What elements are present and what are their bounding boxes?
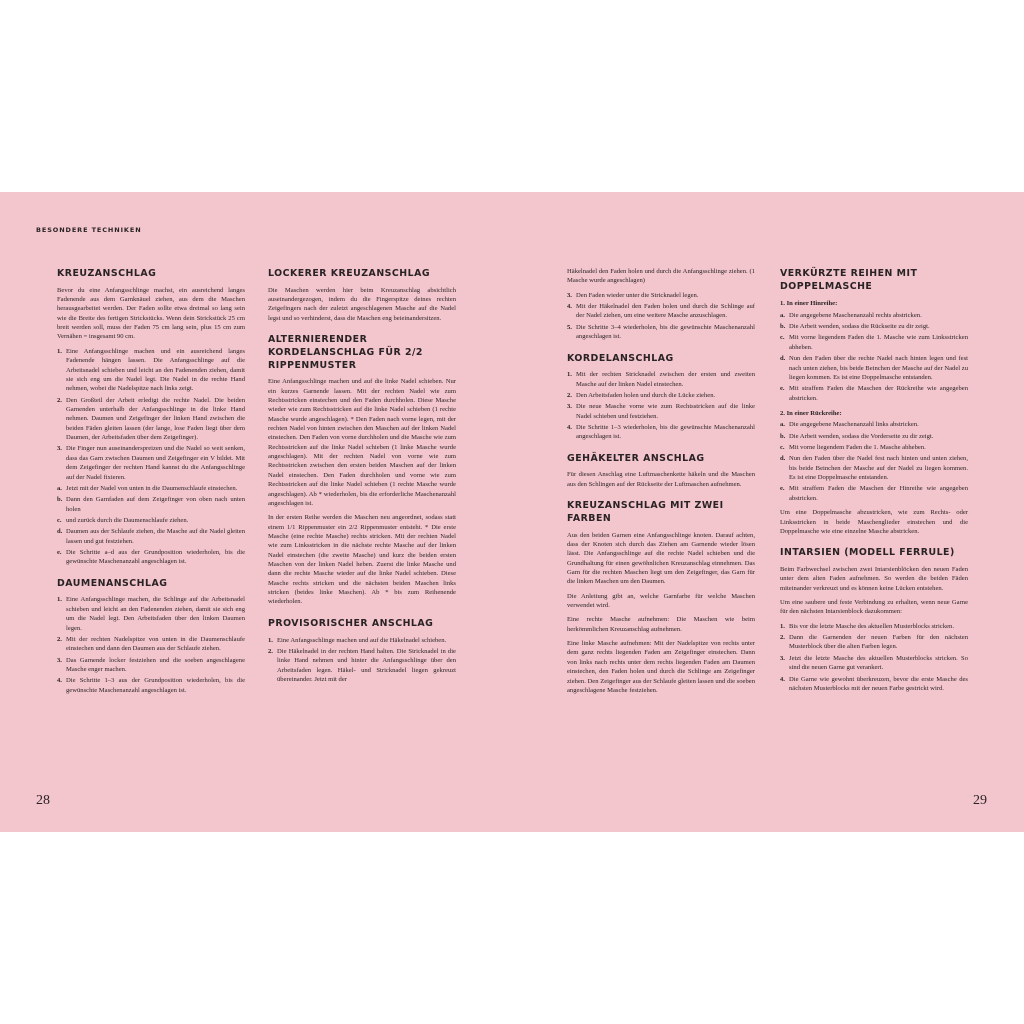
list-marker: c. [780, 444, 785, 452]
body-paragraph: Um eine Doppelmasche abzustricken, wie zum Rechts- oder Linksstricken in beide Maschenglieder einstechen und die Doppelmasche wie eine einzelne Masche abstricken. [780, 509, 968, 535]
list-item [780, 622, 968, 631]
body-paragraph: Aus den beiden Garnen eine Anfangsschlinge knoten. Darauf achten, dass der Knoten sich durch das Ziehen am Garnende wieder lösen lässt. Die Anfangsschlinge auf die rechte Nadel schieben und die Grundhaltung für einen gewöhnlichen Kreuzanschlag einnehmen. Das Garn für die rechten Maschen liegt um den Zeigefinger, das Garn für die linken Maschen um den Daumen. [567, 531, 755, 586]
list-item [57, 516, 245, 525]
list-item [780, 354, 968, 382]
list-item-text: Die Schritte 1–3 aus der Grundposition wiederholen, bis die gewünschte Maschenanzahl angeschlagen ist. [66, 677, 245, 694]
list-item [780, 322, 968, 331]
step-list [567, 291, 755, 342]
body-paragraph: In der ersten Reihe werden die Maschen neu angeordnet, sodass statt einem 1/1 Rippenmuster ein 2/2 Rippenmuster entsteht. * Die erste Masche (eine rechte Masche) rechts stricken. Mit der rechten Nadel wie zum Linksstricken in die nächste rechte Masche auf der linken Nadel einstechen (die zweite Masche) und kurz die beiden ersten Maschen von der linken Nadel heben. Zuerst die linke Masche und dann die rechte Masche wieder auf die linke Nadel schieben. Diese Masche rechts stricken und die nächsten beiden Maschen links stricken (beides linke Maschen). Ab * bis zum Reihenende wiederholen. [268, 514, 456, 606]
list-marker: 1. [57, 347, 62, 355]
list-item-text: und zurück durch die Daumenschlaufe ziehen. [66, 516, 189, 524]
list-item-text: Die Finger nun auseinanderspreizen und die Nadel so weit senken, dass das Garn zwischen Daumen und Zeigefinger ein V bildet. Mit dem Zeigefinger der rechten Hand kannst du die Anfangsschlinge auf der Nadel fixieren. [66, 445, 245, 481]
step-list [567, 370, 755, 442]
body-paragraph: Eine linke Masche aufnehmen: Mit der Nadelspitze von rechts unter dem ganz rechts liegenden Faden am Zeigefinger einstechen. Dann von links nach rechts unter dem rechts liegenden Faden am Daumen einstechen, den Faden holen und durch die Schlinge am Zeigefinger ziehen. Den Zeigefinger aus der Schlaufe gleiten lassen und die soeben angeschlagene Masche festziehen. [567, 640, 755, 694]
list-item [780, 484, 968, 503]
list-item-text: Die angegebene Maschenanzahl rechts abstricken. [789, 311, 922, 319]
list-item-text: Jetzt mit der Nadel von unten in die Daumenschlaufe einstechen. [66, 484, 238, 492]
list-marker: 2. [567, 391, 572, 399]
section-heading: KREUZANSCHLAG MIT ZWEI FARBEN [567, 500, 724, 524]
list-item [780, 311, 968, 320]
list-item [567, 302, 755, 321]
step-list [780, 622, 968, 694]
list-item-text: Den Arbeitsfaden holen und durch die Lücke ziehen. [576, 391, 716, 399]
step-list [780, 420, 968, 503]
body-paragraph: Beim Farbwechsel zwischen zwei Intarsienblöcken den neuen Faden unter dem alten Faden aufnehmen. So werden die beiden Fäden miteinander verkreuzt und es können keine Lücken entstehen. [780, 565, 968, 592]
list-marker: b. [780, 323, 786, 331]
list-marker: 5. [567, 323, 572, 331]
list-marker: b. [780, 432, 786, 440]
list-item [57, 656, 245, 675]
list-marker: e. [780, 485, 785, 493]
list-marker: d. [780, 355, 786, 363]
body-paragraph: Bevor du eine Anfangsschlinge machst, ein ausreichend langes Fadenende aus dem Garnknäuel ziehen, aus dem die Maschen herausgearbeitet werden. Der Faden sollte etwa dreimal so lang sein wie die Breite des fertigen Strickstücks. Wenn dein Strickstück 25 cm breit werden soll, muss der Faden 75 cm lang sein, plus 15 cm zum Vernähen = insgesamt 90 cm. [57, 286, 245, 341]
list-marker: 3. [567, 291, 572, 299]
left-page-column-2 [268, 268, 456, 689]
step-list [268, 636, 456, 685]
list-item-text: Die Arbeit wenden, sodass die Vorderseite zu dir zeigt. [789, 432, 934, 440]
body-paragraph: Eine Anfangsschlinge machen und auf die linke Nadel schieben. Nur ein kurzes Garnende lassen. Mit der rechten Nadel wie zum Rechtsstricken einstechen und den Faden durchholen. Diese Masche wieder wie zum Rechtsstricken auf die linke Nadel schieben (1 rechte Masche wurde angeschlagen). * Den Faden nach vorne legen, mit der rechten Nadel von hinten zwischen den Maschen auf der linken Nadel einstechen. Den Faden von vorne durchholen und die Masche wie zum Rechtsstricken auf die linke Nadel schieben (1 linke Masche wurde angeschlagen). Mit der rechten Nadel von vorne wie zum Rechtsstricken zwischen den ersten beiden Maschen auf der linken Nadel einstechen. Den Faden durchholen und vorne wie zum Rechtsstricken auf die linke Nadel schieben (1 rechte Masche wurde angeschlagen). Ab * wiederholen, bis die erforderliche Maschenanzahl angeschlagen ist. [268, 378, 456, 507]
list-item-text: Die Arbeit wenden, sodass die Rückseite zu dir zeigt. [789, 323, 930, 331]
list-item [780, 675, 968, 694]
section-label: BESONDERE TECHNIKEN [36, 226, 142, 234]
right-page-column-1 [567, 267, 755, 700]
list-item [780, 420, 968, 429]
list-item [57, 635, 245, 654]
list-item-text: Mit vorne liegendem Faden die 1. Masche wie zum Linksstricken abheben. [789, 334, 968, 351]
list-item [567, 402, 755, 421]
list-item-text: Mit straffem Faden die Maschen der Rückreihe wie angegeben abstricken. [789, 385, 968, 402]
list-item-text: Dann die Garnenden der neuen Farben für den nächsten Musterblock über die alten Farben legen. [789, 634, 968, 651]
list-item [780, 633, 968, 652]
list-item [567, 291, 755, 300]
list-marker: a. [57, 484, 62, 492]
right-page-column-2 [780, 268, 968, 698]
list-marker: 4. [567, 303, 572, 311]
list-item [268, 636, 456, 645]
list-marker: 2. [57, 635, 62, 643]
list-marker: a. [780, 421, 785, 429]
list-marker: c. [780, 334, 785, 342]
list-item-text: Die neue Masche vorne wie zum Rechtsstricken auf die linke Nadel schieben und festziehen. [576, 403, 755, 420]
section-heading: DAUMENANSCHLAG [57, 577, 168, 589]
list-marker: 2. [780, 634, 785, 642]
body-paragraph: Die Anleitung gibt an, welche Garnfarbe für welche Maschen verwendet wird. [567, 592, 755, 610]
list-item [780, 454, 968, 482]
list-marker: a. [780, 311, 785, 319]
section-heading: ALTERNIERENDER KORDELANSCHLAG FÜR 2/2 RIPPENMUSTER [268, 334, 423, 371]
list-item [567, 391, 755, 400]
subheading: 1. In einer Hinreihe: [780, 300, 838, 308]
step-list [57, 347, 245, 567]
list-marker: e. [780, 385, 785, 393]
list-marker: 4. [780, 675, 785, 683]
list-marker: 2. [57, 396, 62, 404]
section-heading: KORDELANSCHLAG [567, 352, 674, 364]
list-item-text: Dann den Garnfaden auf dem Zeigefinger von oben nach unten holen [66, 496, 245, 513]
list-item-text: Mit der Häkelnadel den Faden holen und durch die Schlinge auf der Nadel ziehen, um eine weitere Masche anzuschlagen. [576, 303, 755, 320]
page-number-left: 28 [36, 793, 50, 808]
list-item-text: Die Häkelnadel in der rechten Hand halten. Die Stricknadel in die linke Hand nehmen und hinter die Anfangsschlinge über den Arbeitsfaden legen. Häkel- und Stricknadel liegen gekreuzt übereinander. Jetzt mit der [277, 647, 456, 683]
list-item-text: Jetzt die letzte Masche des aktuellen Musterblocks stricken. So sind die neuen Garne gut verankert. [789, 654, 968, 672]
list-marker: 1. [780, 622, 785, 630]
section-heading: GEHÄKELTER ANSCHLAG [567, 452, 705, 464]
list-marker: 3. [57, 656, 62, 664]
section-heading: LOCKERER KREUZANSCHLAG [268, 268, 431, 279]
list-item [57, 527, 245, 546]
step-list [57, 595, 245, 695]
list-marker: 3. [57, 445, 62, 453]
list-item [57, 444, 245, 481]
list-marker: e. [57, 549, 62, 557]
list-marker: d. [57, 528, 63, 536]
list-item [57, 347, 245, 394]
list-item-text: Eine Anfangsschlinge machen und auf die Häkelnadel schieben. [277, 636, 447, 644]
list-item [780, 654, 968, 673]
list-item-text: Eine Anfangsschlinge machen, die Schlinge auf die Arbeitsnadel schieben und leicht an den Fadenenden ziehen, damit sie sich eng um die Nadel legt. Den Arbeitsfaden über den linken Daumen legen. [66, 596, 245, 632]
list-item [567, 370, 755, 389]
step-list [780, 311, 968, 403]
list-item [57, 548, 245, 567]
left-page-column-1 [57, 268, 245, 700]
list-item-text: Mit der rechten Nadelspitze von unten in die Daumenschlaufe einstechen und dann den Daumen aus der Schlaufe ziehen. [66, 635, 245, 653]
list-item [780, 432, 968, 441]
list-item [780, 333, 968, 352]
list-item [57, 396, 245, 443]
section-heading: INTARSIEN (MODELL FERRULE) [780, 547, 955, 559]
section-heading: PROVISORISCHER ANSCHLAG [268, 617, 434, 629]
list-item-text: Nun den Faden über die Nadel fest nach hinten und unten ziehen, bis beide Beinchen der Masche auf der Nadel zu liegen kommen. Es ist eine Doppelmasche entstanden. [789, 455, 968, 482]
page-number-right: 29 [973, 793, 987, 808]
list-marker: 1. [567, 371, 572, 379]
list-item-text: Bis vor die letzte Masche des aktuellen Musterblocks stricken. [789, 622, 954, 630]
list-item-text: Die Schritte a–d aus der Grundposition wiederholen, bis die gewünschte Maschenanzahl angeschlagen ist. [66, 549, 245, 566]
list-item [57, 495, 245, 514]
list-item [268, 647, 456, 684]
body-paragraph: Für diesen Anschlag eine Luftmaschenkette häkeln und die Maschen aus den Schlingen auf der Rückseite der Luftmaschen aufnehmen. [567, 471, 755, 488]
list-item-text: Die Garne wie gewohnt überkreuzen, bevor die erste Masche des nächsten Musterblocks mit der neuen Farbe gestrickt wird. [789, 675, 968, 692]
subheading: 2. In einer Rückreihe: [780, 409, 842, 417]
list-item [57, 676, 245, 695]
list-marker: 1. [57, 596, 62, 604]
body-paragraph: Die Maschen werden hier beim Kreuzanschlag absichtlich auseinandergezogen, indem du die Fingerspitze deines rechten Zeigefingers nach der zuletzt angeschlagenen Masche auf die Nadel legst und so verhinderst, dass die Maschen eng beieinandersitzen. [268, 286, 456, 322]
list-marker: c. [57, 516, 62, 524]
list-marker: 1. [268, 636, 273, 644]
list-item [567, 423, 755, 442]
list-marker: 4. [57, 677, 62, 685]
list-item-text: Den Großteil der Arbeit erledigt die rechte Nadel. Die beiden Garnenden unterhalb der Anfangsschlinge in die linke Hand nehmen. Daumen und Zeigefinger der linken Hand zwischen die beiden Fäden gleiten lassen (der lange, lose Faden liegt über dem Daumen, der Arbeitsfaden über dem Zeigefinger). [66, 396, 245, 442]
body-paragraph: Häkelnadel den Faden holen und durch die Anfangsschlinge ziehen. (1 Masche wurde angeschlagen) [567, 268, 755, 285]
list-item [57, 484, 245, 493]
list-item-text: Die angegebene Maschenanzahl links abstricken. [789, 421, 919, 429]
list-item-text: Eine Anfangsschlinge machen und ein ausreichend langes Fadenende hängen lassen. Die Anfangsschlinge auf die Arbeitsnadel schieben und leicht an den Fadenenden ziehen, damit sie sich eng um die Nadel legt. Die Nadel in die rechte Hand nehmen, wobei die Nadelspitze nach links zeigt. [66, 347, 245, 393]
list-item-text: Die Schritte 1–3 wiederholen, bis die gewünschte Maschenanzahl angeschlagen ist. [576, 424, 755, 441]
list-marker: b. [57, 496, 63, 504]
list-item-text: Nun den Faden über die rechte Nadel nach hinten legen und fest nach unten ziehen, bis beide Beinchen der Masche auf der Nadel zu liegen kommen. Es ist eine Doppelmasche entstanden. [789, 355, 968, 381]
list-item-text: Die Schritte 3–4 wiederholen, bis die gewünschte Maschenanzahl angeschlagen ist. [576, 323, 755, 341]
list-item-text: Mit vorne liegendem Faden die 1. Masche abheben. [789, 444, 926, 452]
list-item [780, 443, 968, 452]
list-marker: 3. [567, 403, 572, 411]
list-marker: 2. [268, 647, 273, 655]
list-marker: 3. [780, 654, 785, 662]
body-paragraph: Um eine saubere und feste Verbindung zu erhalten, wenn neue Garne für den nächsten Intarsienblock dazukommen: [780, 599, 968, 616]
list-item [780, 384, 968, 403]
list-item [57, 595, 245, 632]
body-paragraph: Eine rechte Masche aufnehmen: Die Maschen wie beim herkömmlichen Kreuzanschlag aufnehmen. [567, 616, 755, 633]
list-item-text: Das Garnende locker festziehen und die soeben angeschlagene Masche enger machen. [66, 656, 245, 673]
list-item-text: Mit straffem Faden die Maschen der Hinreihe wie angegeben abstricken. [789, 485, 968, 502]
list-marker: d. [780, 455, 786, 463]
list-marker: 4. [567, 424, 572, 431]
list-item [567, 323, 755, 342]
list-item-text: Daumen aus der Schlaufe ziehen, die Masche auf die Nadel gleiten lassen und gut festziehen. [66, 528, 245, 545]
list-item-text: Mit der rechten Stricknadel zwischen der ersten und zweiten Masche auf der linken Nadel einstechen. [576, 371, 755, 388]
section-heading: KREUZANSCHLAG [57, 268, 157, 279]
list-item-text: Den Faden wieder unter die Stricknadel legen. [576, 291, 699, 299]
section-heading: VERKÜRZTE REIHEN MIT DOPPELMASCHE [780, 268, 918, 292]
